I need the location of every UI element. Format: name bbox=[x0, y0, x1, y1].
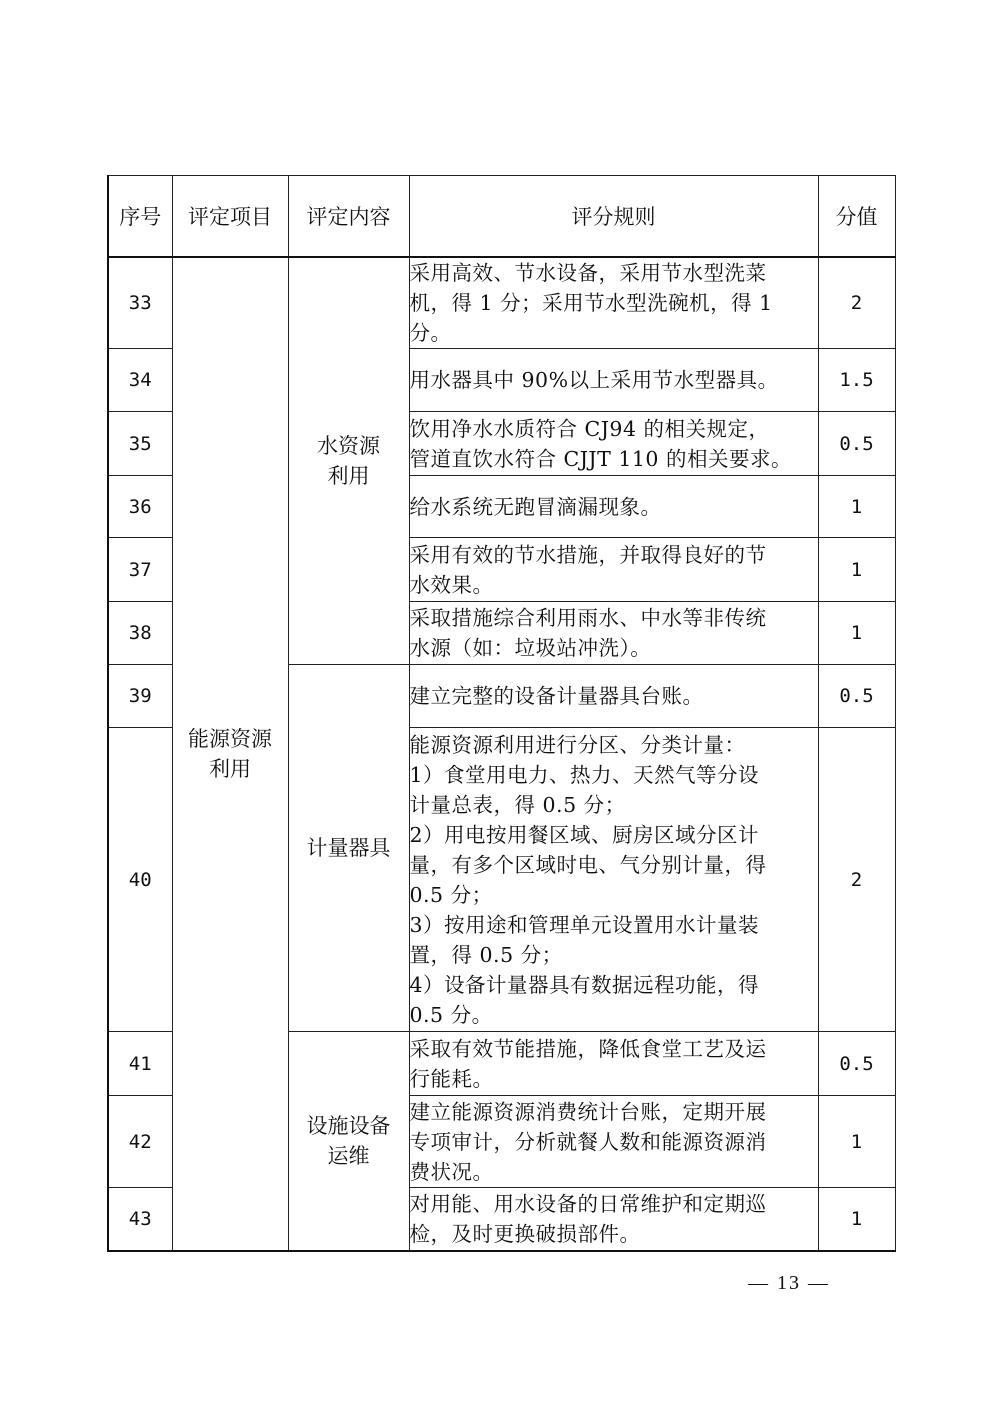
row-number: 36 bbox=[108, 476, 172, 538]
score-cell: 1 bbox=[818, 1188, 895, 1251]
rule-cell bbox=[409, 1096, 818, 1188]
score-cell: 0.5 bbox=[818, 1032, 895, 1096]
rule-line: 用水器具中 90%以上采用节水型器具。 bbox=[409, 368, 779, 392]
score-cell: 2 bbox=[818, 728, 895, 1032]
rule-line: 专项审计，分析就餐人数和能源资源消 bbox=[409, 1129, 767, 1154]
row-number: 37 bbox=[108, 538, 172, 602]
rule-cell bbox=[409, 349, 818, 412]
row-number: 41 bbox=[108, 1032, 172, 1096]
rule-line: 4）设备计量器具有数据远程功能，得 bbox=[409, 972, 760, 997]
row-number: 38 bbox=[108, 602, 172, 665]
rule-line: 管道直饮水符合 CJJT 110 的相关要求。 bbox=[409, 446, 792, 471]
rule-line: 饮用净水水质符合 CJ94 的相关规定， bbox=[409, 416, 770, 441]
scoring-table bbox=[107, 175, 896, 1252]
row-number: 34 bbox=[108, 349, 172, 412]
content-water-cell: 水资源 利用 bbox=[288, 257, 409, 665]
rule-cell bbox=[409, 602, 818, 665]
row-number: 40 bbox=[108, 728, 172, 1032]
score-cell: 1 bbox=[818, 538, 895, 602]
rule-cell bbox=[409, 1188, 818, 1251]
content-meter-cell: 计量器具 bbox=[288, 665, 409, 1032]
rule-line: 分。 bbox=[409, 321, 452, 345]
header-content: 评定内容 bbox=[288, 176, 409, 258]
page-number: — 13 — bbox=[748, 1272, 830, 1294]
rule-cell bbox=[409, 665, 818, 728]
rule-line: 检，及时更换破损部件。 bbox=[409, 1221, 641, 1246]
header-rule: 评分规则 bbox=[409, 176, 818, 258]
rule-line: 费状况。 bbox=[409, 1159, 494, 1184]
rule-line: 给水系统无跑冒滴漏现象。 bbox=[409, 494, 662, 519]
score-cell: 1 bbox=[818, 476, 895, 538]
rule-line: 机，得 1 分；采用节水型洗碗机，得 1 bbox=[409, 291, 773, 315]
rule-line: 计量总表，得 0.5 分； bbox=[409, 792, 626, 817]
rule-cell bbox=[409, 476, 818, 538]
rule-line: 采用高效、节水设备，采用节水型洗菜 bbox=[409, 261, 767, 285]
score-cell: 1 bbox=[818, 602, 895, 665]
rule-line: 2）用电按用餐区域、厨房区域分区计 bbox=[409, 822, 760, 847]
group-item-cell: 能源资源 利用 bbox=[172, 257, 288, 1251]
row-number: 33 bbox=[108, 257, 172, 349]
rule-line: 1）食堂用电力、热力、天然气等分设 bbox=[409, 762, 760, 787]
rule-line: 采用有效的节水措施，并取得良好的节 bbox=[409, 542, 767, 567]
rule-line: 3）按用途和管理单元设置用水计量装 bbox=[409, 912, 760, 937]
rule-line: 对用能、用水设备的日常维护和定期巡 bbox=[409, 1191, 767, 1216]
rule-line: 水效果。 bbox=[409, 572, 494, 597]
rule-line: 行能耗。 bbox=[409, 1066, 494, 1091]
rule-cell bbox=[409, 412, 818, 476]
score-cell: 2 bbox=[818, 257, 895, 349]
rule-line: 采取措施综合利用雨水、中水等非传统 bbox=[409, 606, 767, 630]
rule-line: 水源（如：垃圾站冲洗）。 bbox=[409, 636, 652, 660]
score-cell: 1.5 bbox=[818, 349, 895, 412]
score-cell: 1 bbox=[818, 1096, 895, 1188]
row-number: 43 bbox=[108, 1188, 172, 1251]
rule-cell bbox=[409, 257, 818, 349]
rule-line: 能源资源利用进行分区、分类计量： bbox=[409, 732, 746, 757]
table-header-row bbox=[108, 176, 895, 258]
header-item: 评定项目 bbox=[172, 176, 288, 258]
header-score: 分值 bbox=[818, 176, 895, 258]
score-cell: 0.5 bbox=[818, 412, 895, 476]
score-cell: 0.5 bbox=[818, 665, 895, 728]
rule-cell bbox=[409, 728, 818, 1032]
rule-line: 0.5 分； bbox=[409, 882, 493, 907]
rule-line: 建立完整的设备计量器具台账。 bbox=[409, 684, 704, 708]
table-row bbox=[108, 257, 895, 349]
row-number: 42 bbox=[108, 1096, 172, 1188]
rule-line: 0.5 分。 bbox=[409, 1002, 493, 1027]
content-facility-cell: 设施设备 运维 bbox=[288, 1032, 409, 1251]
rule-line: 采取有效节能措施，降低食堂工艺及运 bbox=[409, 1036, 767, 1061]
rule-line: 置，得 0.5 分； bbox=[409, 942, 563, 967]
row-number: 35 bbox=[108, 412, 172, 476]
header-no: 序号 bbox=[108, 176, 172, 258]
rule-line: 建立能源资源消费统计台账，定期开展 bbox=[409, 1099, 767, 1124]
rule-line: 量，有多个区域时电、气分别计量，得 bbox=[409, 852, 767, 877]
rule-cell bbox=[409, 1032, 818, 1096]
rule-cell bbox=[409, 538, 818, 602]
row-number: 39 bbox=[108, 665, 172, 728]
